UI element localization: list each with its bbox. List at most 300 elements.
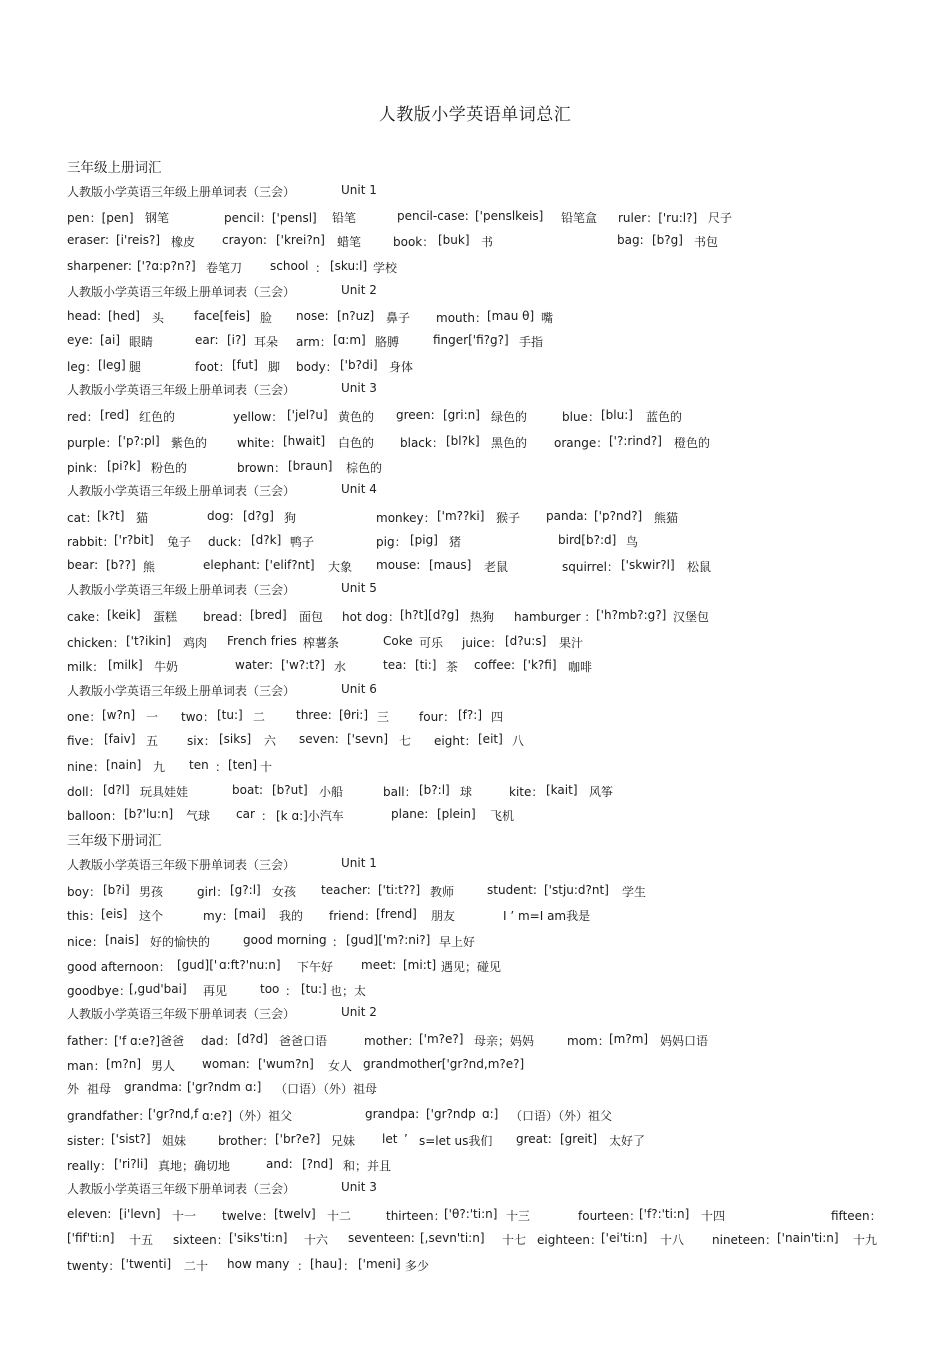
vocab-cell: 身体 — [389, 360, 414, 374]
vocab-cell: goodbye： — [67, 984, 132, 998]
vocab-cell: pencil-case: — [397, 209, 469, 223]
unit-header — [0, 381, 950, 401]
vocab-cell: [kait] — [546, 783, 578, 797]
vocab-cell: mom： — [567, 1034, 610, 1048]
vocab-cell: ɑ:e?]（外）祖父 — [202, 1109, 293, 1123]
vocab-cell: 橡皮 — [171, 235, 196, 249]
vocab-cell: 女孩 — [272, 885, 297, 899]
vocab-cell: fourteen： — [578, 1209, 642, 1223]
section-heading — [0, 829, 950, 849]
vocab-cell: [mai] — [234, 907, 266, 921]
vocab-cell: teacher: — [321, 883, 371, 897]
vocab-cell: 白色的 — [338, 436, 375, 450]
vocab-cell: 风筝 — [589, 785, 614, 799]
vocab-cell: head: — [67, 309, 102, 323]
vocab-cell: ’ — [404, 1132, 408, 1146]
vocab-row — [0, 982, 950, 1002]
vocab-cell: juice： — [462, 636, 503, 650]
vocab-cell: dad： — [201, 1034, 236, 1048]
vocab-cell: bear: — [67, 558, 99, 572]
vocab-cell: eye: — [67, 333, 93, 347]
vocab-cell: 大象 — [328, 560, 353, 574]
vocab-cell: 七 — [399, 734, 412, 748]
vocab-cell: coffee: — [474, 658, 516, 672]
vocab-cell: 黑色的 — [491, 436, 528, 450]
vocab-cell: 嘴 — [541, 311, 554, 325]
vocab-cell: 鸡肉 — [183, 636, 208, 650]
vocab-cell: 铅笔盒 — [561, 211, 598, 225]
vocab-cell: ['skwir?l] — [621, 558, 675, 572]
vocab-cell: 橙色的 — [674, 436, 711, 450]
vocab-cell: 鸭子 — [290, 535, 315, 549]
vocab-cell: [blu:] — [601, 408, 633, 422]
unit-header — [0, 856, 950, 876]
vocab-cell: ten — [189, 758, 209, 772]
vocab-cell: [greit] — [560, 1132, 598, 1146]
vocab-cell: [eit] — [478, 732, 503, 746]
unit-header-text: Unit 2 — [341, 1005, 377, 1019]
vocab-cell: [fut] — [232, 358, 258, 372]
vocab-cell: 猫 — [136, 511, 149, 525]
vocab-cell: leg： — [67, 360, 98, 374]
vocab-cell: doll： — [67, 785, 101, 799]
vocab-cell: 兄妹 — [331, 1134, 356, 1148]
vocab-cell: [,sevn'ti:n] — [420, 1231, 485, 1245]
vocab-cell: cat： — [67, 511, 98, 525]
vocab-cell: 耳朵 — [254, 335, 279, 349]
vocab-cell: 女人 — [328, 1059, 353, 1073]
vocab-cell: dog: — [207, 509, 234, 523]
vocab-row — [0, 1107, 950, 1127]
vocab-cell: 咖啡 — [568, 660, 593, 674]
vocab-cell: good morning — [243, 933, 327, 947]
vocab-cell: ['b?di] — [340, 358, 378, 372]
vocab-cell: [b?i] — [103, 883, 130, 897]
vocab-cell: ['meni] — [358, 1257, 401, 1271]
vocab-cell: 这个 — [139, 909, 164, 923]
vocab-cell: 蛋糕 — [153, 610, 178, 624]
vocab-cell: [leg] — [98, 358, 126, 372]
vocab-cell: 真地；确切地 — [158, 1159, 231, 1173]
vocab-cell: Coke — [383, 634, 413, 648]
vocab-cell: [tu:] — [217, 708, 243, 722]
vocab-cell: ['sist?] — [111, 1132, 151, 1146]
vocab-cell: 卷笔刀 — [206, 261, 243, 275]
section-heading-text: 三年级上册词汇 — [67, 160, 162, 176]
vocab-cell: 松鼠 — [687, 560, 712, 574]
unit-header-text: 人教版小学英语三年级上册单词表（三会） — [67, 484, 296, 498]
vocab-cell: three: — [296, 708, 332, 722]
vocab-cell: twelve： — [222, 1209, 274, 1223]
vocab-cell: 我的 — [279, 909, 304, 923]
vocab-row — [0, 783, 950, 803]
vocab-cell: 四 — [491, 710, 504, 724]
vocab-cell: meet: — [361, 958, 397, 972]
vocab-cell: boat: — [232, 783, 264, 797]
vocab-cell: squirrel： — [562, 560, 619, 574]
vocab-cell: 钢笔 — [145, 211, 170, 225]
vocab-cell: 飞机 — [490, 809, 515, 823]
vocab-cell: 六 — [264, 734, 277, 748]
vocab-cell: [siks] — [219, 732, 252, 746]
vocab-cell: 十二 — [327, 1209, 352, 1223]
vocab-cell: [mau θ] — [487, 309, 535, 323]
vocab-row — [0, 907, 950, 927]
vocab-cell: fifteen： — [831, 1209, 882, 1223]
vocab-cell: 书包 — [694, 235, 719, 249]
vocab-cell: pink： — [67, 461, 105, 475]
vocab-cell: 书 — [481, 235, 494, 249]
vocab-cell: [ten] — [228, 758, 258, 772]
vocab-cell: good afternoon： — [67, 960, 171, 974]
vocab-row — [0, 1132, 950, 1152]
unit-header-text: 人教版小学英语三年级下册单词表（三会） — [67, 1007, 296, 1021]
vocab-row — [0, 958, 950, 978]
vocab-cell: arm： — [296, 335, 332, 349]
vocab-cell: twenty： — [67, 1259, 121, 1273]
vocab-cell: [g?:l] — [230, 883, 261, 897]
vocab-cell: hot dog： — [342, 610, 401, 624]
unit-header — [0, 682, 950, 702]
vocab-cell: ['k?fi] — [523, 658, 557, 672]
vocab-cell: brother： — [218, 1134, 275, 1148]
vocab-cell: ['fif'ti:n] — [67, 1231, 115, 1245]
vocab-cell: [d?l] — [103, 783, 130, 797]
vocab-cell: [m?m] — [609, 1032, 649, 1046]
vocab-cell: pig： — [376, 535, 407, 549]
vocab-cell: 十八 — [660, 1233, 685, 1247]
vocab-cell: book： — [393, 235, 435, 249]
vocab-cell: 球 — [460, 785, 473, 799]
vocab-cell: ['br?e?] — [275, 1132, 321, 1146]
vocab-row — [0, 807, 950, 827]
section-heading — [0, 156, 950, 176]
vocab-cell: 眼睛 — [129, 335, 154, 349]
vocab-cell: [maus] — [429, 558, 472, 572]
vocab-cell: [braun] — [288, 459, 333, 473]
unit-header — [0, 1005, 950, 1025]
vocab-cell: eight： — [434, 734, 477, 748]
vocab-cell: 熊 — [143, 560, 156, 574]
vocab-cell: my： — [203, 909, 234, 923]
vocab-cell: eighteen： — [537, 1233, 603, 1247]
vocab-cell: 腿 — [129, 360, 142, 374]
vocab-row — [0, 408, 950, 428]
vocab-cell: [bred] — [250, 608, 287, 622]
vocab-cell: 面包 — [299, 610, 324, 624]
vocab-cell: ： — [215, 760, 228, 774]
vocab-row — [0, 732, 950, 752]
vocab-cell: [k?t] — [97, 509, 125, 523]
vocab-cell: ear: — [195, 333, 219, 347]
unit-header-text: 人教版小学英语三年级上册单词表（三会） — [67, 285, 296, 299]
vocab-cell: and: — [266, 1157, 293, 1171]
vocab-cell: finger['fi?g?] — [433, 333, 509, 347]
vocab-row — [0, 533, 950, 553]
vocab-cell: [eis] — [101, 907, 128, 921]
vocab-row — [0, 434, 950, 454]
vocab-cell: woman: — [202, 1057, 250, 1071]
vocab-cell: ['sevn] — [347, 732, 389, 746]
section-heading-text: 三年级下册词汇 — [67, 833, 162, 849]
vocab-cell: how many — [227, 1257, 290, 1271]
vocab-cell: [pig] — [410, 533, 438, 547]
unit-header-text: Unit 3 — [341, 381, 377, 395]
vocab-row — [0, 1032, 950, 1052]
vocab-cell: [,gud'bai] — [129, 982, 187, 996]
vocab-cell: ['p?:pl] — [118, 434, 160, 448]
vocab-row — [0, 1231, 950, 1251]
vocab-cell: eleven: — [67, 1207, 112, 1221]
vocab-cell: brown： — [237, 461, 287, 475]
vocab-cell: 熊猫 — [654, 511, 679, 525]
vocab-cell: 一 — [146, 710, 159, 724]
vocab-cell: bread： — [203, 610, 250, 624]
vocab-cell: eraser: — [67, 233, 110, 247]
vocab-cell: nose: — [296, 309, 329, 323]
vocab-cell: 太好了 — [609, 1134, 646, 1148]
vocab-cell: 教师 — [430, 885, 455, 899]
vocab-cell: six： — [187, 734, 216, 748]
vocab-cell: crayon: — [222, 233, 267, 247]
vocab-cell: ： — [315, 261, 328, 275]
vocab-cell: grandmother['gr?nd,m?e?] — [363, 1057, 525, 1071]
vocab-cell: ： — [261, 809, 274, 823]
vocab-cell: ['penslkeis] — [475, 209, 544, 223]
vocab-row — [0, 1057, 950, 1077]
vocab-cell: 母亲；妈妈 — [474, 1034, 535, 1048]
vocab-cell: 二 — [253, 710, 266, 724]
vocab-cell: balloon： — [67, 809, 123, 823]
vocab-cell: ['siks'ti:n] — [229, 1231, 288, 1245]
vocab-cell: ['ei'ti:n] — [601, 1231, 648, 1245]
unit-header — [0, 1180, 950, 1200]
vocab-cell: seventeen: — [348, 1231, 415, 1245]
vocab-cell: ball： — [383, 785, 417, 799]
vocab-cell: [d?u:s] — [505, 634, 547, 648]
vocab-cell: [k ɑ:]小汽车 — [276, 809, 344, 823]
vocab-cell: ['w?:t?] — [281, 658, 325, 672]
vocab-cell: 男人 — [151, 1059, 176, 1073]
vocab-cell: 狗 — [284, 511, 297, 525]
vocab-cell: 十三 — [506, 1209, 531, 1223]
vocab-cell: let — [382, 1132, 398, 1146]
vocab-cell: [frend] — [376, 907, 417, 921]
vocab-cell: [tu:] — [301, 982, 327, 996]
vocab-cell: father： — [67, 1034, 116, 1048]
vocab-cell: too — [260, 982, 280, 996]
vocab-cell: foot： — [195, 360, 231, 374]
vocab-cell: black： — [400, 436, 444, 450]
vocab-cell: 祖母 — [87, 1082, 112, 1096]
vocab-cell: ['f ɑ:e?]爸爸 — [114, 1034, 185, 1048]
vocab-cell: hamburger ： — [514, 610, 597, 624]
vocab-cell: ： — [297, 1259, 310, 1273]
vocab-cell: 八 — [512, 734, 525, 748]
vocab-cell: [i?] — [227, 333, 247, 347]
vocab-cell: 猴子 — [496, 511, 521, 525]
vocab-row — [0, 1207, 950, 1227]
unit-header-text: 人教版小学英语三年级下册单词表（三会） — [67, 858, 296, 872]
vocab-cell: school — [270, 259, 309, 273]
vocab-row — [0, 509, 950, 529]
vocab-cell: 十五 — [129, 1233, 154, 1247]
vocab-cell: grandma: — [124, 1080, 183, 1094]
vocab-cell: [sku:l] — [330, 259, 368, 273]
vocab-cell: 玩具娃娃 — [140, 785, 189, 799]
vocab-cell: kite： — [509, 785, 544, 799]
vocab-cell: yellow： — [233, 410, 284, 424]
vocab-cell: [w?n] — [102, 708, 136, 722]
vocab-cell: [?nd] — [302, 1157, 333, 1171]
vocab-cell: ['nain'ti:n] — [777, 1231, 839, 1245]
vocab-cell: 鸟 — [626, 535, 639, 549]
vocab-cell: [d?g] — [243, 509, 274, 523]
vocab-cell: 老鼠 — [484, 560, 509, 574]
vocab-cell: [pi?k] — [107, 459, 141, 473]
vocab-cell: 五 — [146, 734, 159, 748]
vocab-cell: 妈妈口语 — [660, 1034, 709, 1048]
vocab-cell: 手指 — [519, 335, 544, 349]
vocab-cell: seven: — [299, 732, 339, 746]
vocab-cell: s=let us我们 — [419, 1134, 493, 1148]
vocab-cell: [hwait] — [283, 434, 326, 448]
vocab-row — [0, 309, 950, 329]
vocab-cell: [mi:t] — [403, 958, 437, 972]
vocab-cell: this： — [67, 909, 101, 923]
vocab-cell: student: — [487, 883, 537, 897]
vocab-cell: [ai] — [100, 333, 121, 347]
vocab-cell: sixteen： — [173, 1233, 229, 1247]
vocab-cell: ['gr?ndp — [426, 1107, 476, 1121]
vocab-cell: ['gr?nd,f — [148, 1107, 199, 1121]
vocab-cell: 棕色的 — [346, 461, 383, 475]
vocab-cell: girl： — [197, 885, 229, 899]
vocab-cell: 脚 — [268, 360, 281, 374]
vocab-cell: ['?ɑ:p?n?] — [137, 259, 196, 273]
vocab-cell: one： — [67, 710, 102, 724]
vocab-cell: ['m??ki] — [437, 509, 485, 523]
vocab-cell: thirteen： — [386, 1209, 446, 1223]
vocab-cell: two： — [181, 710, 215, 724]
vocab-cell: ['ri?li] — [114, 1157, 148, 1171]
vocab-cell: ['θ?:'ti:n] — [444, 1207, 498, 1221]
vocab-cell: French fries — [227, 634, 297, 648]
vocab-cell: blue： — [562, 410, 600, 424]
unit-header — [0, 283, 950, 303]
vocab-row — [0, 658, 950, 678]
vocab-cell: 猪 — [449, 535, 462, 549]
vocab-cell: panda: — [546, 509, 588, 523]
vocab-cell: 兔子 — [167, 535, 192, 549]
vocab-cell: [hed] — [108, 309, 140, 323]
vocab-cell: 十一 — [172, 1209, 197, 1223]
vocab-cell: [nain] — [106, 758, 142, 772]
unit-header — [0, 183, 950, 203]
vocab-cell: sharpener: — [67, 259, 132, 273]
vocab-cell: 十六 — [304, 1233, 329, 1247]
vocab-cell: ['?:rind?] — [609, 434, 662, 448]
vocab-cell: 绿色的 — [491, 410, 528, 424]
vocab-cell: orange： — [554, 436, 609, 450]
vocab-cell: great: — [516, 1132, 552, 1146]
vocab-cell: 小船 — [319, 785, 344, 799]
vocab-cell: friend： — [329, 909, 377, 923]
vocab-cell: mother： — [364, 1034, 420, 1048]
unit-header — [0, 482, 950, 502]
unit-header-text: Unit 3 — [341, 1180, 377, 1194]
vocab-cell: mouse: — [376, 558, 421, 572]
vocab-cell: 黄色的 — [338, 410, 375, 424]
vocab-cell: 可乐 — [419, 636, 444, 650]
vocab-cell: 榨薯条 — [303, 636, 340, 650]
vocab-cell: [b?:l] — [419, 783, 450, 797]
vocab-cell: 二十 — [184, 1259, 209, 1273]
vocab-cell: white： — [237, 436, 282, 450]
vocab-cell: 早上好 — [439, 935, 476, 949]
vocab-row — [0, 259, 950, 279]
vocab-row — [0, 708, 950, 728]
vocab-cell: [b?'lu:n] — [124, 807, 174, 821]
vocab-cell: [milk] — [108, 658, 143, 672]
vocab-cell: 再见 — [203, 984, 228, 998]
unit-header — [0, 581, 950, 601]
vocab-cell: ['ti:t??] — [378, 883, 421, 897]
vocab-cell: ɑ:] — [245, 1080, 262, 1094]
vocab-cell: 水 — [334, 660, 347, 674]
unit-header-text: Unit 2 — [341, 283, 377, 297]
vocab-cell: purple： — [67, 436, 118, 450]
vocab-cell: ： — [332, 935, 345, 949]
vocab-cell: man： — [67, 1059, 106, 1073]
vocab-cell: 十九 — [853, 1233, 878, 1247]
vocab-cell: 红色的 — [139, 410, 176, 424]
vocab-cell: 学生 — [622, 885, 647, 899]
vocab-cell: 果汁 — [559, 636, 584, 650]
vocab-cell: ɑ:] — [482, 1107, 499, 1121]
vocab-cell: bag: — [617, 233, 644, 247]
vocab-cell: ['r?bit] — [114, 533, 154, 547]
unit-header-text: Unit 4 — [341, 482, 377, 496]
vocab-cell: duck： — [208, 535, 249, 549]
vocab-cell: ['t?ikin] — [126, 634, 171, 648]
vocab-cell: elephant: — [203, 558, 261, 572]
vocab-cell: 鼻子 — [386, 311, 411, 325]
vocab-cell: 粉色的 — [151, 461, 188, 475]
vocab-cell: monkey： — [376, 511, 436, 525]
vocab-cell: grandpa: — [365, 1107, 420, 1121]
vocab-cell: 下午好 — [297, 960, 334, 974]
unit-header-text: Unit 1 — [341, 183, 377, 197]
vocab-cell: nice： — [67, 935, 104, 949]
vocab-row — [0, 933, 950, 953]
vocab-cell: sister： — [67, 1134, 112, 1148]
vocab-cell: face[feis] — [194, 309, 251, 323]
vocab-cell: ['f?:'ti:n] — [639, 1207, 690, 1221]
vocab-cell: car — [236, 807, 255, 821]
vocab-cell: [hau] — [310, 1257, 342, 1271]
vocab-cell: 汉堡包 — [673, 610, 710, 624]
vocab-cell: [b?g] — [652, 233, 683, 247]
vocab-cell: 蜡笔 — [337, 235, 362, 249]
vocab-cell: 九 — [153, 760, 166, 774]
document-title: 人教版小学英语单词总汇 — [378, 105, 572, 125]
vocab-cell: [h?t][d?g] — [400, 608, 460, 622]
vocab-cell: 头 — [152, 311, 165, 325]
vocab-cell: [keik] — [107, 608, 141, 622]
vocab-cell: [bl?k] — [446, 434, 480, 448]
vocab-cell: nineteen： — [712, 1233, 778, 1247]
